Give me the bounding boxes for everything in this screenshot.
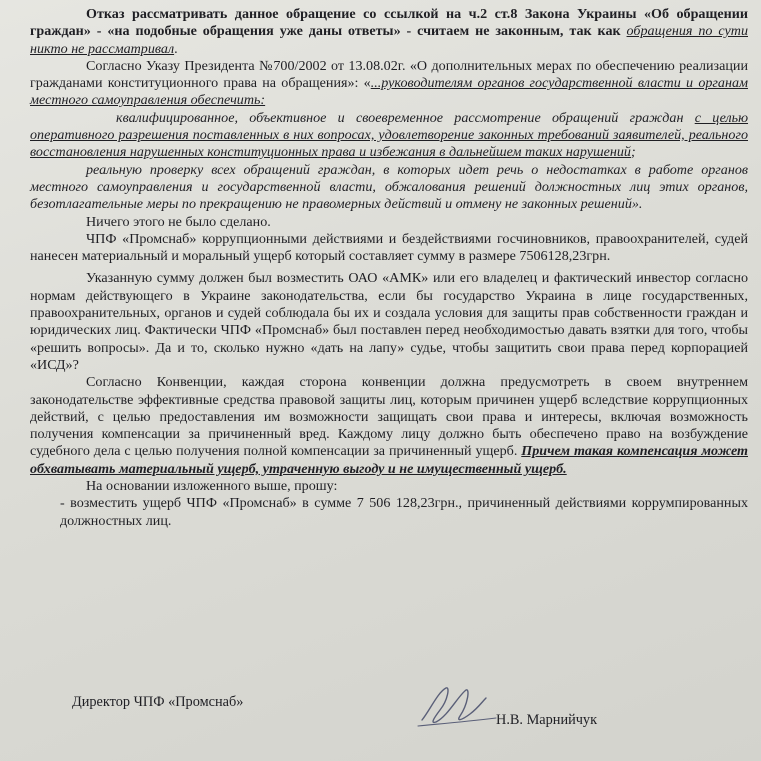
paragraph-nothing-done: Ничего этого не было сделано. <box>86 213 271 230</box>
paragraph-request-intro: На основании изложенного выше, прошу: <box>86 478 338 495</box>
paragraph-damage: ЧПФ «Промснаб» коррупционными действиями и бездействиями госчиновников, правоохранителей, судей нанесен материальный и моральный ущерб который составляет сумму в размере 7506128,23грн. <box>30 230 748 265</box>
convention-text: Согласно Конвенции, каждая сторона конвенции должна предусмотреть в своем внутреннем законодательстве эффективные средства правовой защиты лиц, которым причинен ущерб вследствие коррупционных действий, с целью предоставления им возможности защищать свои права и интересы, включая возможность получения компенсации за причиненный вред. Каждому лицу должно быть обеспечено право на возбуждение судебного дела с целью получения полной компенсации за причиненный ущерб. <box>30 374 748 460</box>
paragraph-convention <box>30 374 748 478</box>
letter-body <box>30 6 748 530</box>
qualified-text: квалифицированное, объективное и своевременное рассмотрение обращений граждан <box>116 109 695 126</box>
paragraph-request: - возместить ущерб ЧПФ «Промснаб» в сумме 7 506 128,23грн., причиненный действиями коррумпированных должностных лиц. <box>60 495 748 529</box>
decree-quote: ...руководителям органов государственной власти и органам местного самоуправления обеспечить: <box>30 75 748 109</box>
paragraph-compensation: Указанную сумму должен был возместить ОАО «АМК» или его владелец и фактический инвестор согласно нормам действующего в Украине законодательства, если бы государство Украина в лице государственных, правоохранительных, органов и судей соблюдала бы их и создала условия для защиты прав собственности граждан и юридических лиц. Фактически ЧПФ «Промснаб» был поставлен перед необходимостью давать взятки для того, чтобы «решить вопросы». Да и то, сколько нужно «дать на лапу» судье, чтобы защитить свои права перед корпорацией «ИСД»? <box>30 270 748 373</box>
signer-name: Н.В. Марнийчук <box>496 712 598 728</box>
convention-emphasis: Причем такая компенсация может обхватывать материальный ущерб, утраченную выгоду и не имущественный ущерб. <box>30 443 748 477</box>
refusal-end: . <box>174 40 178 57</box>
refusal-emphasis: обращения по сути никто не рассматривал <box>30 23 748 57</box>
paragraph-decree <box>30 58 748 110</box>
paragraph-qualified <box>30 110 748 162</box>
director-title: Директор ЧПФ «Промснаб» <box>72 694 244 710</box>
paragraph-refusal <box>30 6 748 58</box>
refusal-text: Отказ рассматривать данное обращение со ссылкой на ч.2 ст.8 Закона Украины «Об обращении граждан» - «на подобные обращения уже даны ответы» - считаем не законным, так как <box>30 6 748 40</box>
signature-image <box>408 680 504 736</box>
paragraph-verification: реальную проверку всех обращений граждан, в которых идет речь о недостатках в работе органов местного самоуправления и государственной власти, обжалования решений должностных лиц этих органов, безотлагательные меры по прекращению не правомерных действий и отмену не законных решений». <box>30 161 748 213</box>
qualified-end: ; <box>630 144 636 161</box>
decree-text: Согласно Указу Президента №700/2002 от 13.08.02г. «О дополнительных мерах по обеспечению реализации гражданами конституционного права на обращения»: « <box>30 57 748 92</box>
qualified-underlined: с целью оперативного разрешения поставленных в них вопросах, удовлетворение законных требований заявителей, реального восстановления нарушенных конституционных права и избежания в дальнейшем таких нарушений <box>30 109 749 161</box>
